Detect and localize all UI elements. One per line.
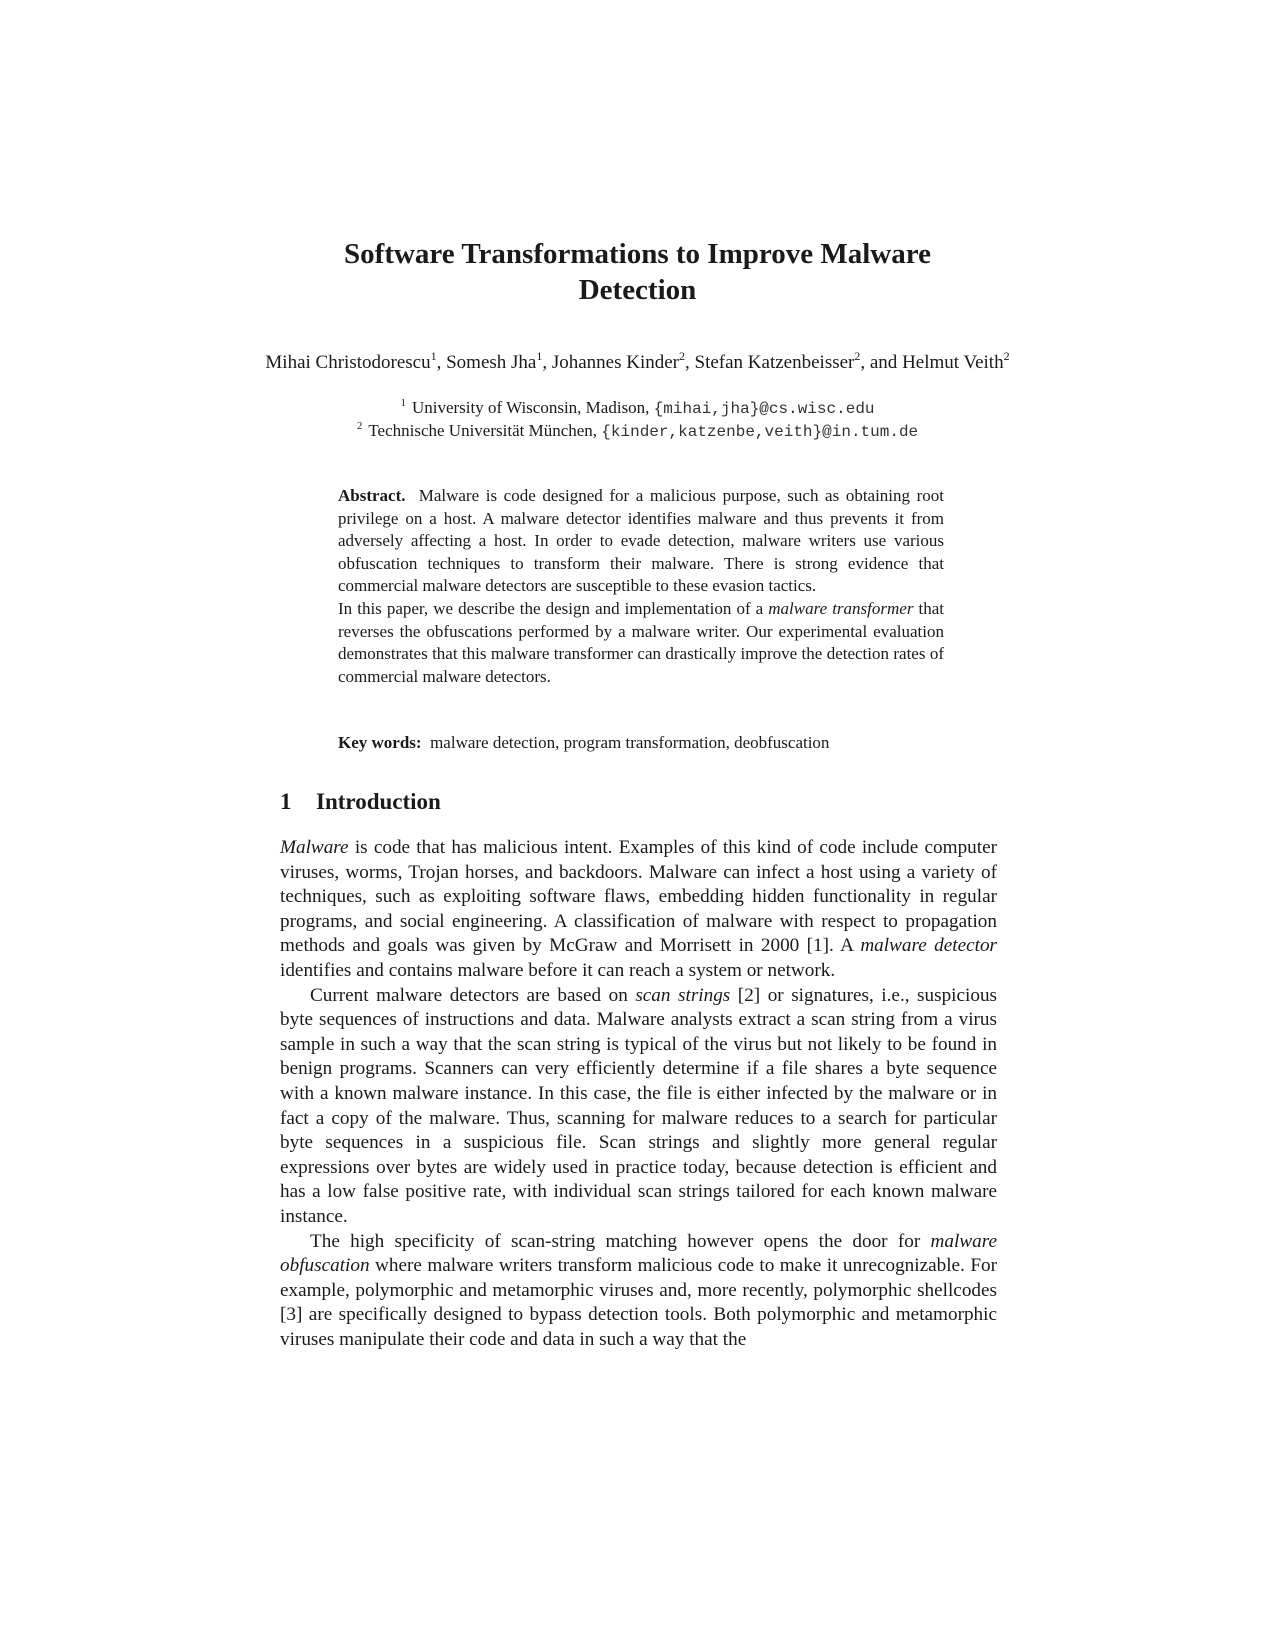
abstract-text: that reverses the obfuscations performed by a malware writer. Our experimental evaluation demonstrates that this malware transformer can drastically improve the detection rates of commercial malware detectors. [338,598,945,686]
author-affiliation-mark: 1 [536,349,543,363]
keywords [338,732,944,754]
body-emphasis: malware obfuscation [280,1230,997,1277]
body-paragraph [280,984,997,1230]
body-text-run: The high specificity of scan-string matching however opens the door for [310,1230,931,1252]
body-paragraph [280,1230,997,1353]
body-emphasis: scan strings [635,984,731,1006]
body-text-run: is code that has malicious intent. Examples of this kind of code include computer viruses, worms, Trojan horses, and backdoors. Malware can infect a host using a variety of techniques, such as exploiting software flaws, embedding hidden functionality in regular programs, and social engineering. A classification of malware with respect to propagation methods and goals was given by McGraw and Morrisett in 2000 [1]. A [280,837,997,957]
body-text-run: identifies and contains malware before it can reach a system or network. [280,959,836,981]
body-text [280,836,997,1352]
author-name: Johannes Kinder [551,352,680,373]
author-name: Helmut Veith [902,352,1004,373]
author-affiliation-mark: 2 [854,349,861,363]
affiliation-number: 1 [400,397,406,409]
abstract-paragraph [338,598,944,688]
abstract-paragraph [338,485,944,598]
body-emphasis: Malware [280,837,349,858]
affiliation-text: University of Wisconsin, Madison, [411,398,654,417]
affiliation-text: Technische Universität München, [368,421,602,440]
affiliation-number: 2 [356,420,363,432]
affiliation-line [0,397,1275,420]
body-text-run: [2] or signatures, i.e., suspicious byte sequences of instructions and data. Malware analysts extract a scan string from a virus sample in such a way that the scan string is typical of the virus but not likely to be found in benign programs. Scanners can very efficiently determine if a file shares a byte sequence with a known malware instance. In this case, the file is either infected by the malware or in fact a copy of the malware. Thus, scanning for malware reduces to a search for particular byte sequences in a suspicious file. Scan strings and slightly more general regular expressions over bytes are widely used in practice today, because detection is efficient and has a low false positive rate, with individual scan strings tailored for each known malware instance. [280,984,998,1227]
author-affiliation-mark: 2 [1003,349,1010,363]
abstract-label: Abstract. [338,486,406,505]
body-text-run: Current malware detectors are based on [310,984,636,1006]
abstract [338,485,944,688]
author-list: Mihai Christodorescu$^1$, Somesh Jha$^1$, Johannes Kinder$^2$, Stefan Katzenbeisser$^2$, and Helmut Veith$^2$ [265,349,1010,373]
body-text-run: where malware writers transform malicious code to make it unrecognizable. For example, polymorphic and metamorphic viruses and, more recently, polymorphic shellcodes [3] are specifically designed to bypass detection tools. Both polymorphic and metamorphic viruses manipulate their code and data in such a way that the [280,1255,997,1350]
affiliation-email: {kinder,katzenbe,veith}@in.tum.de [601,423,919,441]
abstract-emphasis: malware transformer [768,598,914,618]
abstract-text: In this paper, we describe the design and implementation of a [338,598,769,618]
paper-title-line-2: Detection [578,274,697,306]
author-name: Mihai Christodorescu [265,352,431,373]
author-affiliation-mark: 2 [679,349,686,363]
affiliation-email: {mihai,jha}@cs.wisc.edu [653,400,875,418]
section-heading [280,788,441,816]
paper-title [260,236,1015,308]
keywords-text: malware detection, program transformation, deobfuscation [430,733,830,752]
body-paragraph [280,836,997,984]
affiliation-line [0,420,1275,443]
section-title: Introduction [316,789,441,814]
abstract-text: Malware is code designed for a malicious purpose, such as obtaining root privilege on a host. A malware detector identifies malware and thus prevents it from adversely affecting a host. In order to evade detection, malware writers use various obfuscation techniques to transform their malware. There is strong evidence that commercial malware detectors are susceptible to these evasion tactics. [338,486,945,596]
paper-title-line-1: Software Transformations to Improve Malware [344,238,931,270]
affiliation-list [0,397,1275,443]
author-name: Somesh Jha [446,352,537,373]
body-emphasis: malware detector [860,935,997,957]
author-affiliation-mark: 1 [430,349,437,363]
author-name: Stefan Katzenbeisser [694,352,855,373]
section-number: 1 [280,789,292,814]
keywords-label: Key words: [338,733,422,752]
